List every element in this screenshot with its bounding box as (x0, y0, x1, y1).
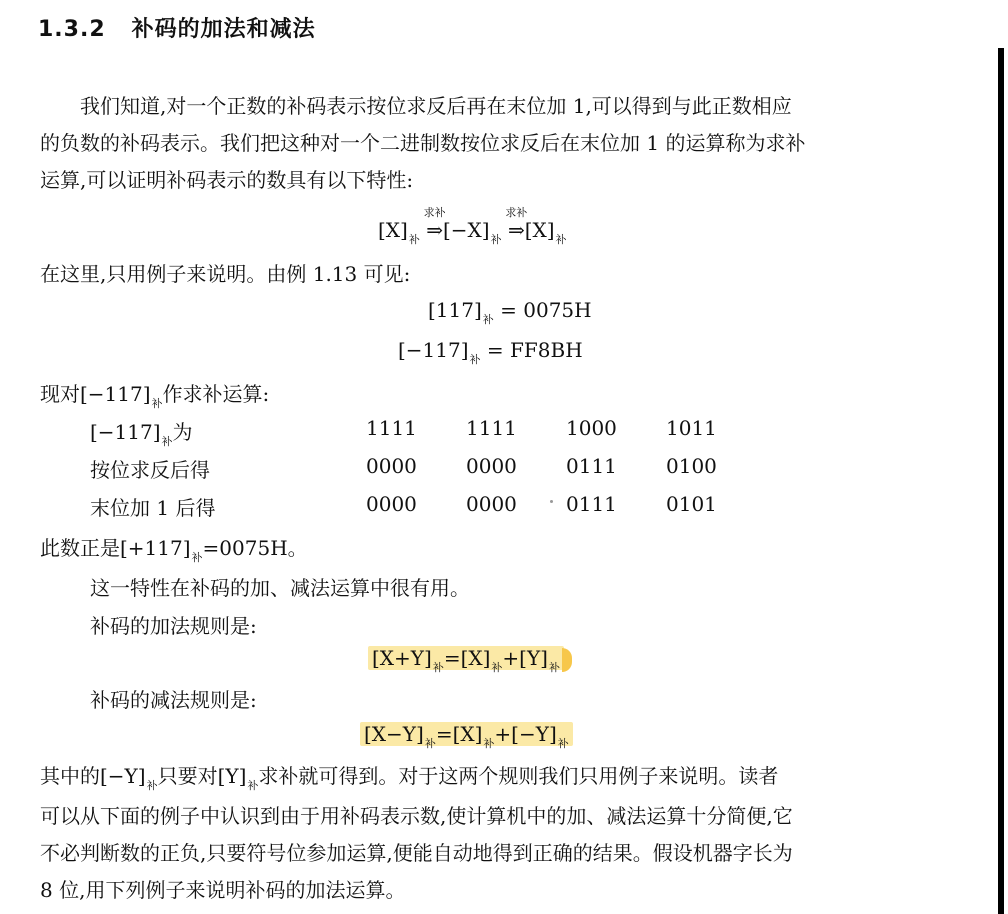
text-line (40, 378, 270, 410)
text-fragment: 此数正是[+117] (40, 536, 191, 560)
sub-rule-formula (360, 722, 573, 750)
row-label: 末位加 1 后得 (90, 496, 216, 520)
paragraph-line: 我们知道,对一个正数的补码表示按位求反后再在末位加 1,可以得到与此正数相应 (80, 94, 792, 118)
section-heading (38, 12, 316, 43)
subscript: 补 (557, 737, 569, 750)
subscript: 补 (483, 737, 495, 750)
page-edge-bar (998, 48, 1004, 914)
table-cell: 0101 (666, 492, 717, 516)
formula-term: [X] (378, 218, 408, 242)
highlight (360, 722, 573, 750)
subscript: 补 (191, 551, 203, 564)
subscript: 补 (151, 397, 163, 410)
complement-property-formula (378, 206, 567, 246)
text-line: 这一特性在补码的加、减法运算中很有用。 (90, 576, 470, 600)
sub-rule-label: 补码的减法规则是: (90, 688, 257, 712)
subscript: 补 (408, 233, 420, 246)
subscript: 补 (549, 661, 560, 674)
add-rule-label: 补码的加法规则是: (90, 614, 257, 638)
paragraph-line (40, 758, 990, 798)
formula-term: =[X] (435, 722, 483, 746)
implies-arrow: ⇒ (507, 218, 525, 242)
table-cell: 0100 (666, 454, 717, 478)
implies-arrow: ⇒ (426, 218, 443, 242)
arrow-tag: 求补 (423, 206, 446, 219)
row-label: 按位求反后得 (90, 458, 210, 482)
table-cell: 1000 (566, 416, 617, 440)
label-text: 为 (172, 420, 193, 444)
formula-term: [−X] (442, 218, 490, 242)
text-fragment: 现对[−117] (40, 382, 151, 406)
arrow-tag: 求补 (505, 206, 528, 219)
subscript: 补 (146, 779, 158, 792)
table-cell: 0000 (466, 454, 517, 478)
text-line (40, 532, 308, 564)
text-fragment: =0075H。 (202, 536, 308, 560)
table-cell: 1111 (466, 416, 517, 440)
table-cell: 0111 (566, 492, 617, 516)
subscript: 补 (161, 435, 173, 448)
add-rule-formula (368, 646, 572, 672)
subscript: 补 (424, 737, 436, 750)
subscript: 补 (555, 233, 567, 246)
formula-term: [−117] (398, 338, 469, 362)
formula-term: +[−Y] (494, 722, 557, 746)
section-number: 1.3.2 (38, 17, 106, 42)
table-cell: 1111 (366, 416, 417, 440)
paragraph-line: 的负数的补码表示。我们把这种对一个二进制数按位求反后在末位加 1 的运算称为求补 (40, 131, 806, 155)
formula-term: [X−Y] (364, 722, 424, 746)
formula-117 (428, 298, 592, 326)
table-cell: 0000 (366, 454, 417, 478)
highlight (368, 646, 564, 674)
arrow-with-tag (423, 206, 446, 242)
table-cell: 0000 (366, 492, 417, 516)
subscript: 补 (482, 313, 494, 326)
formula-term: [117] (428, 298, 482, 322)
formula-value: = 0075H (500, 298, 592, 322)
paragraph-line: 不必判断数的正负,只要符号位参加运算,便能自动地得到正确的结果。假设机器字长为 (40, 841, 793, 865)
formula-term: [X+Y] (372, 646, 432, 670)
text-fragment: 其中的[−Y] (40, 764, 146, 788)
text-fragment: 只要对[Y] (157, 764, 247, 788)
arrow-with-tag (505, 206, 528, 242)
formula-neg117 (398, 338, 583, 366)
paragraph-line: 8 位,用下列例子来说明补码的加法运算。 (40, 878, 406, 902)
section-title: 补码的加法和减法 (131, 17, 316, 42)
subscript: 补 (469, 353, 481, 366)
text-fragment: 求补就可得到。对于这两个规则我们只用例子来说明。读者 (258, 764, 779, 788)
table-cell: 0000 (466, 492, 517, 516)
subscript: 补 (432, 661, 444, 674)
text-fragment: 作求补运算: (162, 382, 270, 406)
paragraph-line: 可以从下面的例子中认识到由于用补码表示数,使计算机中的加、减法运算十分简便,它 (40, 804, 793, 828)
paragraph-rules (40, 758, 990, 909)
formula-term: =[X] (443, 646, 491, 670)
subscript: 补 (490, 233, 502, 246)
table-cell: 0111 (566, 454, 617, 478)
label-text: [−117] (90, 420, 161, 444)
paragraph-line: 运算,可以证明补码表示的数具有以下特性: (40, 168, 414, 192)
scan-speck (550, 500, 553, 503)
paragraph-intro (40, 88, 990, 199)
formula-term: [X] (524, 218, 555, 242)
table-cell: 1011 (666, 416, 717, 440)
highlight-end (562, 648, 572, 672)
row-label (90, 416, 193, 448)
subscript: 补 (247, 779, 259, 792)
formula-term: +[Y] (502, 646, 548, 670)
text-line: 在这里,只用例子来说明。由例 1.13 可见: (40, 262, 411, 286)
subscript: 补 (491, 661, 503, 674)
formula-value: = FF8BH (486, 338, 583, 362)
